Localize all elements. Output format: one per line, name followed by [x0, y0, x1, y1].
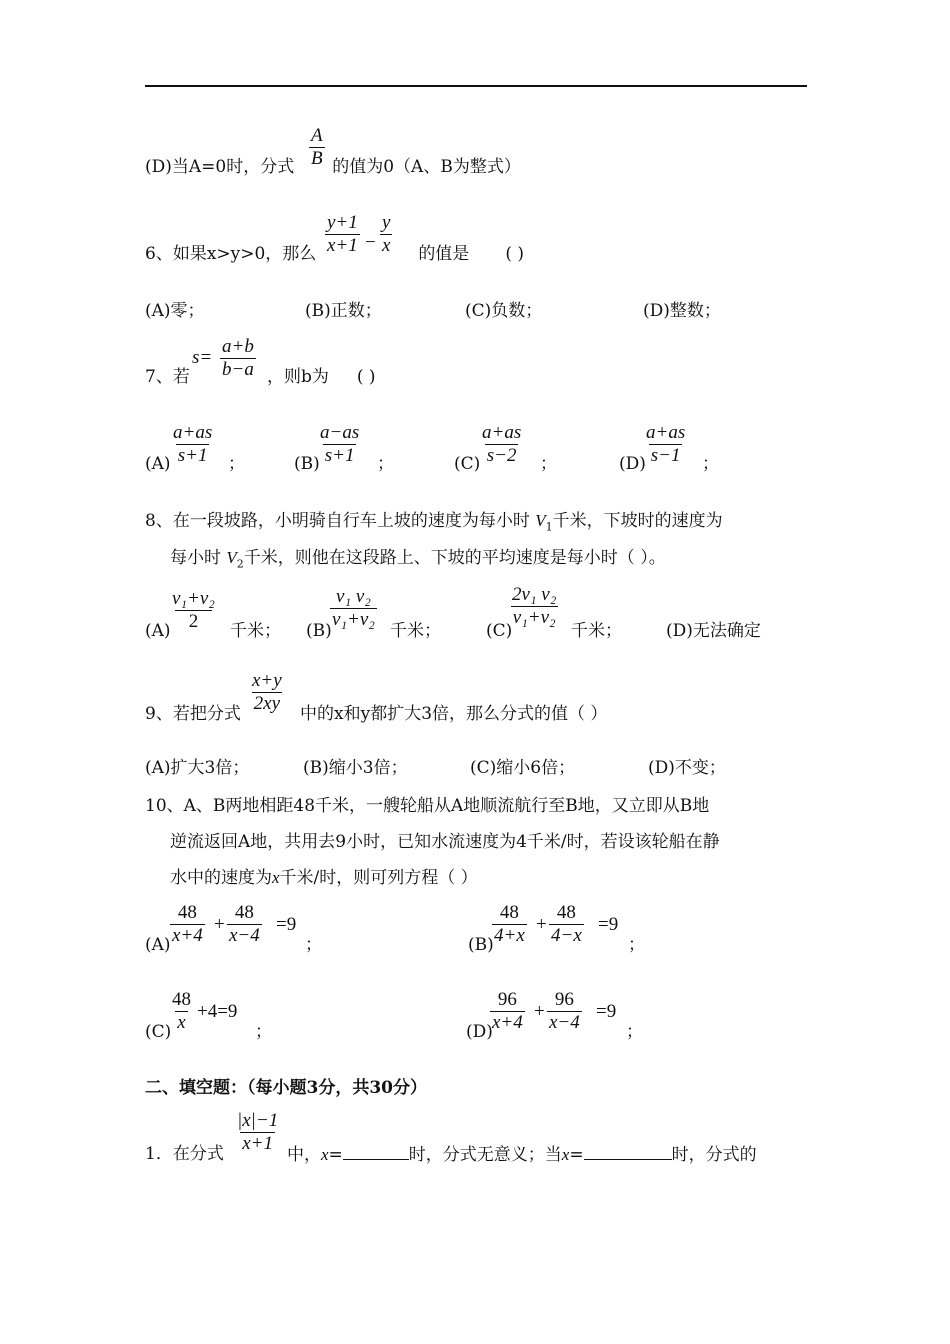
- q8-option-d: (D)无法确定: [666, 621, 761, 641]
- q5-option-d: (D)当A=0时，分式 的值为0（A、B为整式）: [145, 157, 521, 177]
- q7-option-c-end: ；: [540, 454, 557, 474]
- q7-s-equals: s=: [192, 347, 213, 368]
- q9-fraction: $\frac{x+y}{2xy}$: [252, 670, 282, 714]
- q7-option-d-label: (D): [619, 454, 646, 474]
- q10-option-a-fraction-2: $\frac{48}{x-4}$: [229, 902, 260, 946]
- q7-fraction: $\frac{a+b}{b-a}$: [222, 336, 254, 380]
- fill1-blank-1[interactable]: [343, 1143, 409, 1160]
- q6-option-b: (B)正数；: [305, 301, 382, 321]
- fill1-fraction: $\frac{|x|-1}{x+1}$: [237, 1110, 279, 1154]
- q10-line-1: 10、A、B两地相距48千米，一艘轮船从A地顺流航行至B地，又立即从B地: [145, 796, 710, 816]
- q9-option-d: (D)不变；: [648, 758, 726, 778]
- q7-option-b-fraction: $\frac{a-as}{s+1}$: [320, 422, 360, 466]
- q8-line-2: 每小时 $V_2$千米，则他在这段路上、下坡的平均速度是每小时（ ）。: [170, 548, 666, 571]
- q7-option-c-label: (C): [454, 454, 481, 474]
- q8-line-1: 8、在一段坡路，小明骑自行车上坡的速度为每小时 $V_1$千米，下坡时的速度为: [145, 511, 723, 534]
- section-2-title: 二、填空题：（每小题3分，共30分）: [145, 1078, 427, 1098]
- q8-option-b-fraction: $\frac{\text{v₁ v₂}}{\text{v₁+v₂}}$: [332, 586, 375, 630]
- q10-option-a-end: ；: [305, 935, 322, 955]
- q7-option-d-end: ；: [702, 454, 719, 474]
- q10-option-d-equals: =9: [596, 1001, 617, 1022]
- q6-stem: 6、如果x>y>0，那么 的值是 ( ): [145, 244, 524, 264]
- q9-option-b: (B)缩小3倍；: [303, 758, 408, 778]
- q8-option-c-fraction: $\frac{\text{2v₁ v₂}}{\text{v₁+v₂}}$: [512, 584, 557, 628]
- q6-fraction-1: $\frac{y+1}{x+1}$: [327, 212, 358, 256]
- q8-option-a-fraction: $\frac{\text{v₁+v₂}}{2}$: [172, 588, 215, 632]
- q10-option-d-fraction-1: $\frac{96}{x+4}$: [492, 989, 523, 1033]
- q7-option-a-end: ；: [228, 454, 245, 474]
- q8-option-b-label: (B): [306, 621, 332, 641]
- q10-option-b-end: ；: [628, 935, 645, 955]
- q10-line-2: 逆流返回A地，共用去9小时，已知水流速度为4千米/时，若设该轮船在静: [170, 832, 720, 852]
- q5-fraction: $\frac{A}{B}$: [311, 125, 323, 169]
- q10-option-b-fraction-2: $\frac{48}{4-x}$: [551, 902, 582, 946]
- q7-option-b-end: ；: [377, 454, 394, 474]
- q8-option-a-end: 千米；: [230, 621, 281, 641]
- q10-option-d-label: (D): [466, 1022, 493, 1042]
- q9-suffix: 中的x和y都扩大3倍，那么分式的值（ ）: [300, 704, 608, 724]
- q10-option-c-label: (C): [145, 1022, 172, 1042]
- q10-option-d-end: ；: [626, 1022, 643, 1042]
- q7-option-b-label: (B): [294, 454, 320, 474]
- fill1-prefix: 1．在分式: [145, 1144, 224, 1164]
- q10-option-c-fraction: $\frac{48}{x}$: [172, 989, 191, 1033]
- q7-option-a-label: (A): [145, 454, 171, 474]
- q10-option-c-rest: +4=9: [197, 1001, 238, 1022]
- header-rule: [145, 85, 807, 87]
- q6-option-d: (D)整数；: [643, 301, 721, 321]
- q8-option-c-label: (C): [486, 621, 513, 641]
- fill1-rest: 中，x= 时，分式无意义；当x= 时，分式的: [287, 1145, 757, 1165]
- fill1-blank-2[interactable]: [584, 1143, 672, 1160]
- q10-line-3: 水中的速度为x千米/时，则可列方程（ ）: [170, 868, 478, 888]
- q10-option-c-end: ；: [255, 1022, 272, 1042]
- q6-fraction-2: $\frac{y}{x}$: [382, 212, 391, 256]
- q9-option-c: (C)缩小6倍；: [470, 758, 576, 778]
- q10-option-b-plus: +: [536, 914, 547, 935]
- q10-option-a-fraction-1: $\frac{48}{x+4}$: [172, 902, 203, 946]
- q9-prefix: 9、若把分式: [145, 704, 241, 724]
- q10-option-a-plus: +: [214, 914, 225, 935]
- q6-option-c: (C)负数；: [465, 301, 543, 321]
- q8-option-a-label: (A): [145, 621, 171, 641]
- q7-prefix: 7、若: [145, 367, 190, 387]
- q10-option-a-label: (A): [145, 935, 171, 955]
- q9-option-a: (A)扩大3倍；: [145, 758, 250, 778]
- q6-option-a: (A)零；: [145, 301, 205, 321]
- q7-option-c-fraction: $\frac{a+as}{s-2}$: [482, 422, 522, 466]
- q10-option-d-plus: +: [534, 1001, 545, 1022]
- q6-minus: −: [365, 232, 376, 253]
- q10-option-b-label: (B): [468, 935, 494, 955]
- q10-option-d-fraction-2: $\frac{96}{x-4}$: [549, 989, 580, 1033]
- q8-option-b-end: 千米；: [390, 621, 441, 641]
- q10-option-b-fraction-1: $\frac{48}{4+x}$: [494, 902, 525, 946]
- q10-option-a-equals: =9: [276, 914, 297, 935]
- q7-option-a-fraction: $\frac{a+as}{s+1}$: [173, 422, 213, 466]
- q10-option-b-equals: =9: [598, 914, 619, 935]
- q7-suffix: ，则b为 ( ): [267, 367, 376, 387]
- q7-option-d-fraction: $\frac{a+as}{s-1}$: [646, 422, 686, 466]
- q8-option-c-end: 千米；: [571, 621, 622, 641]
